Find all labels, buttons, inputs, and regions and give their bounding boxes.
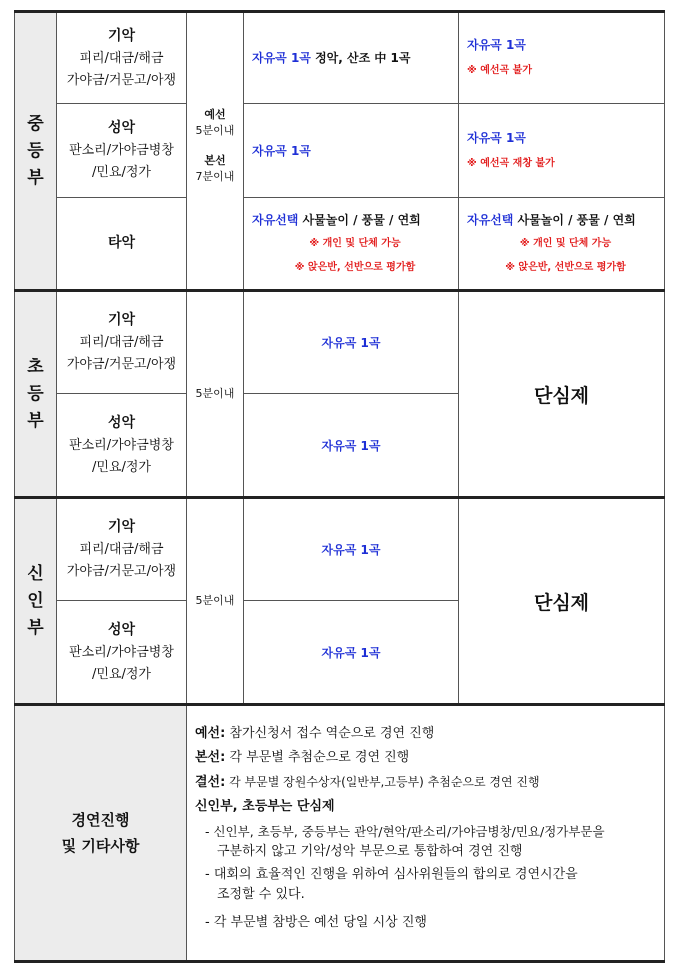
part-instrumental: 기악 피리/대금/해금 가야금/거문고/아쟁 [57,12,187,104]
notes-body [187,705,665,962]
part-instrumental: 기악 피리/대금/해금 가야금/거문고/아쟁 [57,291,187,394]
newcomer-format: 단심제 [459,498,665,705]
note-single-judging: 신인부, 초등부는 단심제 [195,799,335,814]
part-vocal: 성악 판소리/가야금병창 /민요/정가 [57,104,187,198]
note-prelim: 예선: 참가신청서 접수 역순으로 경연 진행 [195,726,435,741]
part-vocal: 성악 판소리/가야금병창 /민요/정가 [57,601,187,705]
rules-table [14,10,665,963]
part-vocal: 성악 판소리/가야금병창 /민요/정가 [57,394,187,498]
division-newcomer: 신 인 부 [15,498,57,705]
part-instrumental: 기악 피리/대금/해금 가야금/거문고/아쟁 [57,498,187,601]
middle-instrumental-final: 자유곡 1곡 ※ 예선곡 불가 [459,12,665,104]
competition-rules-document [14,10,664,963]
elementary-vocal-req: 자유곡 1곡 [244,394,459,498]
middle-row-vocal [15,104,665,198]
elementary-row-instrumental [15,291,665,394]
division-elementary: 초 등 부 [15,291,57,498]
middle-percussion-prelim: 자유선택 사물놀이 / 풍물 / 연희 ※ 개인 및 단체 가능 ※ 앉은반, 선반으로 평가함 [244,198,459,291]
elementary-format: 단심제 [459,291,665,498]
division-middle: 중 등 부 [15,12,57,291]
middle-instrumental-prelim: 자유곡 1곡 정악, 산조 中 1곡 [244,12,459,104]
middle-time-limits: 예선 5분이내 본선 7분이내 [187,12,244,291]
notes-heading: 경연진행 및 기타사항 [15,705,187,962]
newcomer-instrumental-req: 자유곡 1곡 [244,498,459,601]
notes-row [15,705,665,962]
note-final-round: 결선: 각 부문별 장원수상자(일반부,고등부) 추첨순으로 경연 진행 [195,775,540,790]
newcomer-row-instrumental [15,498,665,601]
elementary-time-limit: 5분이내 [187,291,244,498]
middle-vocal-final: 자유곡 1곡 ※ 예선곡 재창 불가 [459,104,665,198]
note-main-round: 본선: 각 부문별 추첨순으로 경연 진행 [195,750,410,765]
note-bullet-2: - 대회의 효율적인 진행을 위하여 심사위원들의 합의로 경연시간을 조정할 수 있다. [205,867,578,902]
middle-percussion-final: 자유선택 사물놀이 / 풍물 / 연희 ※ 개인 및 단체 가능 ※ 앉은반, 선반으로 평가함 [459,198,665,291]
elementary-instrumental-req: 자유곡 1곡 [244,291,459,394]
note-bullet-1: - 신인부, 초등부, 중등부는 관악/현악/판소리/가야금병창/민요/정가부문을 구분하지 않고 기악/성악 부문으로 통합하여 경연 진행 [205,824,605,859]
middle-vocal-prelim: 자유곡 1곡 [244,104,459,198]
newcomer-vocal-req: 자유곡 1곡 [244,601,459,705]
middle-row-instrumental [15,12,665,104]
middle-row-percussion [15,198,665,291]
note-bullet-3: - 각 부문별 참방은 예선 당일 시상 진행 [205,915,427,930]
newcomer-time-limit: 5분이내 [187,498,244,705]
part-percussion: 타악 [57,198,187,291]
